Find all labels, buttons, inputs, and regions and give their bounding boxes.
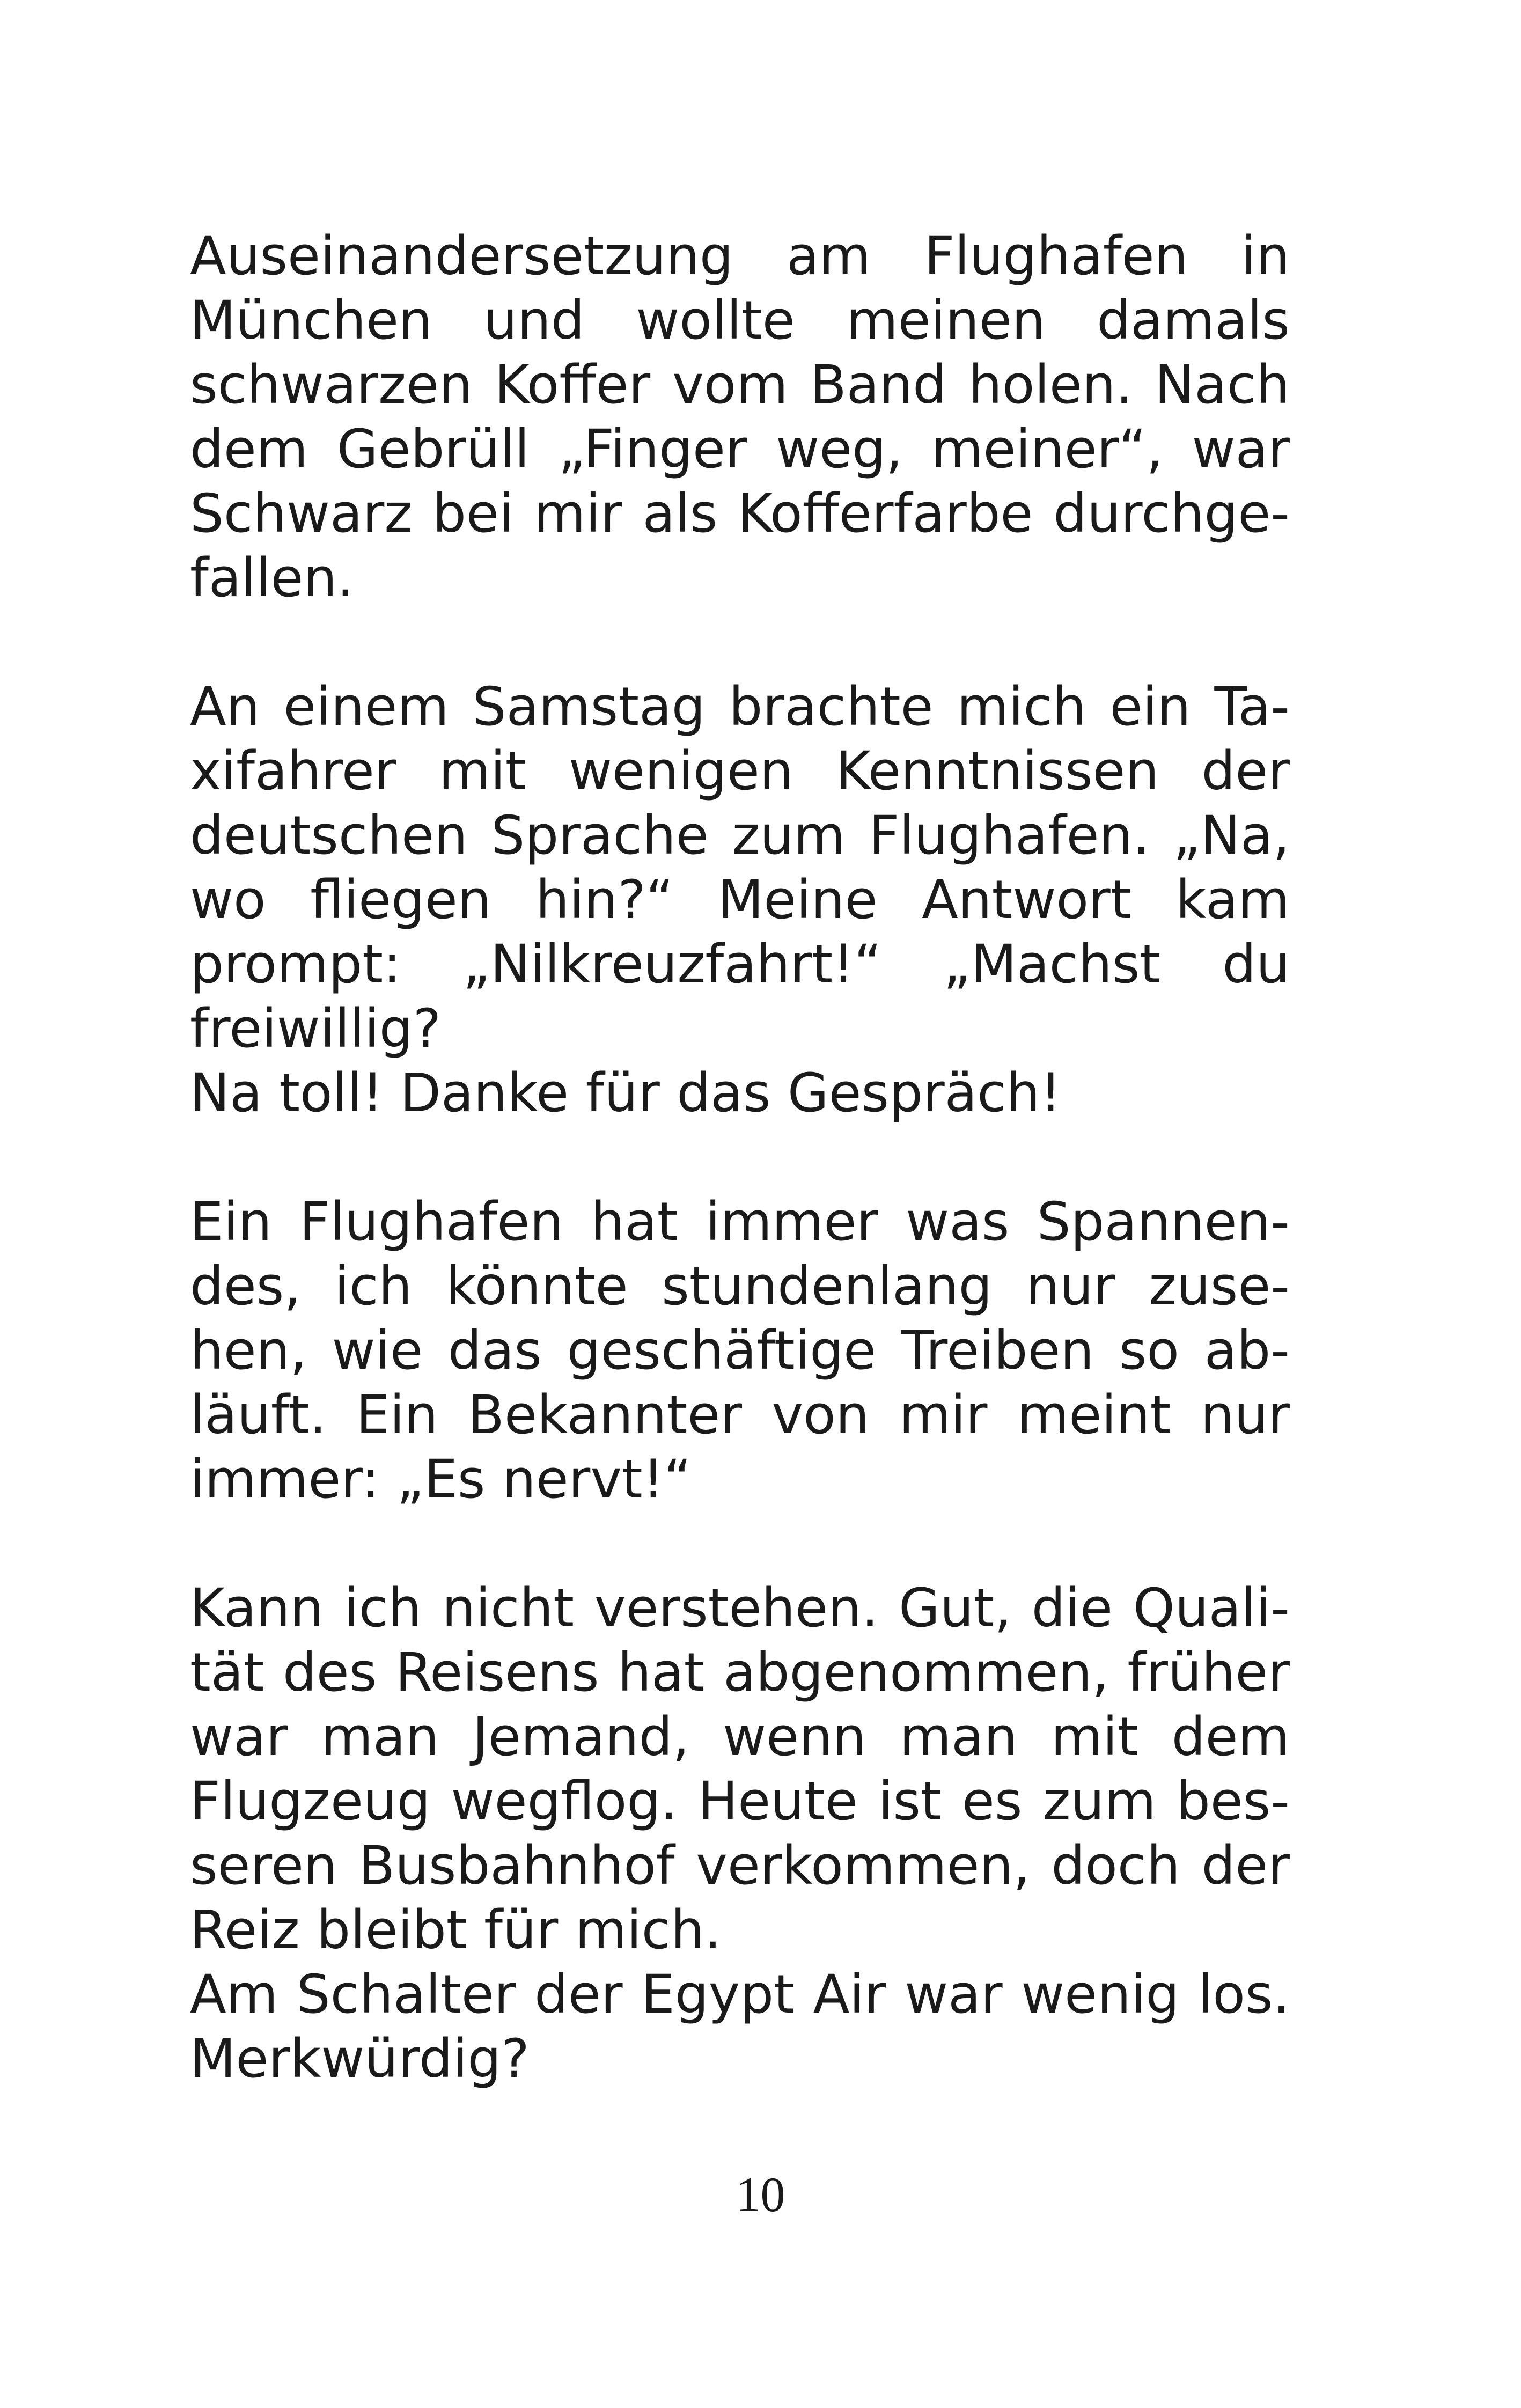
paragraph-4: [190, 1576, 1290, 2091]
text-line: xifahrer mit wenigen Kenntnissen der: [190, 740, 1290, 802]
text-line: dem Gebrüll „Finger weg, meiner“, war: [190, 419, 1290, 480]
text-line: deutschen Sprache zum Flughafen. „Na,: [190, 805, 1290, 867]
paragraph-2: [190, 675, 1290, 1126]
paragraph-gap: [190, 611, 1290, 675]
text-line: Merkwürdig?: [190, 2028, 530, 2090]
text-line: freiwillig?: [190, 998, 442, 1060]
text-line: Kann ich nicht verstehen. Gut, die Quali-: [190, 1577, 1290, 1639]
text-line: Na toll! Danke für das Gespräch!: [190, 1062, 1062, 1124]
text-line: Flugzeug wegflog. Heute ist es zum bes-: [190, 1771, 1290, 1832]
page-number: 10: [736, 2167, 785, 2222]
text-line: wo fliegen hin?“ Meine Antwort kam: [190, 869, 1290, 931]
paragraph-1: [190, 224, 1290, 611]
paragraph-gap: [190, 1512, 1290, 1576]
text-line: Ein Flughafen hat immer was Spannen-: [190, 1191, 1290, 1253]
text-line: prompt: „Nilkreuzfahrt!“ „Machst du: [190, 934, 1290, 995]
body-text: [190, 224, 1290, 2091]
text-line: Auseinandersetzung am Flughafen in: [190, 225, 1290, 287]
text-line: seren Busbahnhof verkommen, doch der: [190, 1835, 1290, 1897]
text-line: München und wollte meinen damals: [190, 290, 1290, 351]
text-line: Schwarz bei mir als Kofferfarbe durchge-: [190, 483, 1290, 545]
text-line: hen, wie das geschäftige Treiben so ab-: [190, 1320, 1290, 1382]
text-line: tät des Reisens hat abgenommen, früher: [190, 1642, 1290, 1704]
text-line: war man Jemand, wenn man mit dem: [190, 1706, 1290, 1768]
text-line: läuft. Ein Bekannter von mir meint nur: [190, 1384, 1290, 1446]
text-line: An einem Samstag brachte mich ein Ta-: [190, 676, 1290, 738]
paragraph-gap: [190, 1126, 1290, 1190]
text-line: Am Schalter der Egypt Air war wenig los.: [190, 1964, 1290, 2025]
text-line: des, ich könnte stundenlang nur zuse-: [190, 1256, 1290, 1317]
text-line: immer: „Es nervt!“: [190, 1449, 692, 1510]
text-line: Reiz bleibt für mich.: [190, 1899, 722, 1961]
paragraph-3: [190, 1190, 1290, 1512]
text-line: fallen.: [190, 547, 354, 609]
text-line: schwarzen Koffer vom Band holen. Nach: [190, 354, 1290, 416]
